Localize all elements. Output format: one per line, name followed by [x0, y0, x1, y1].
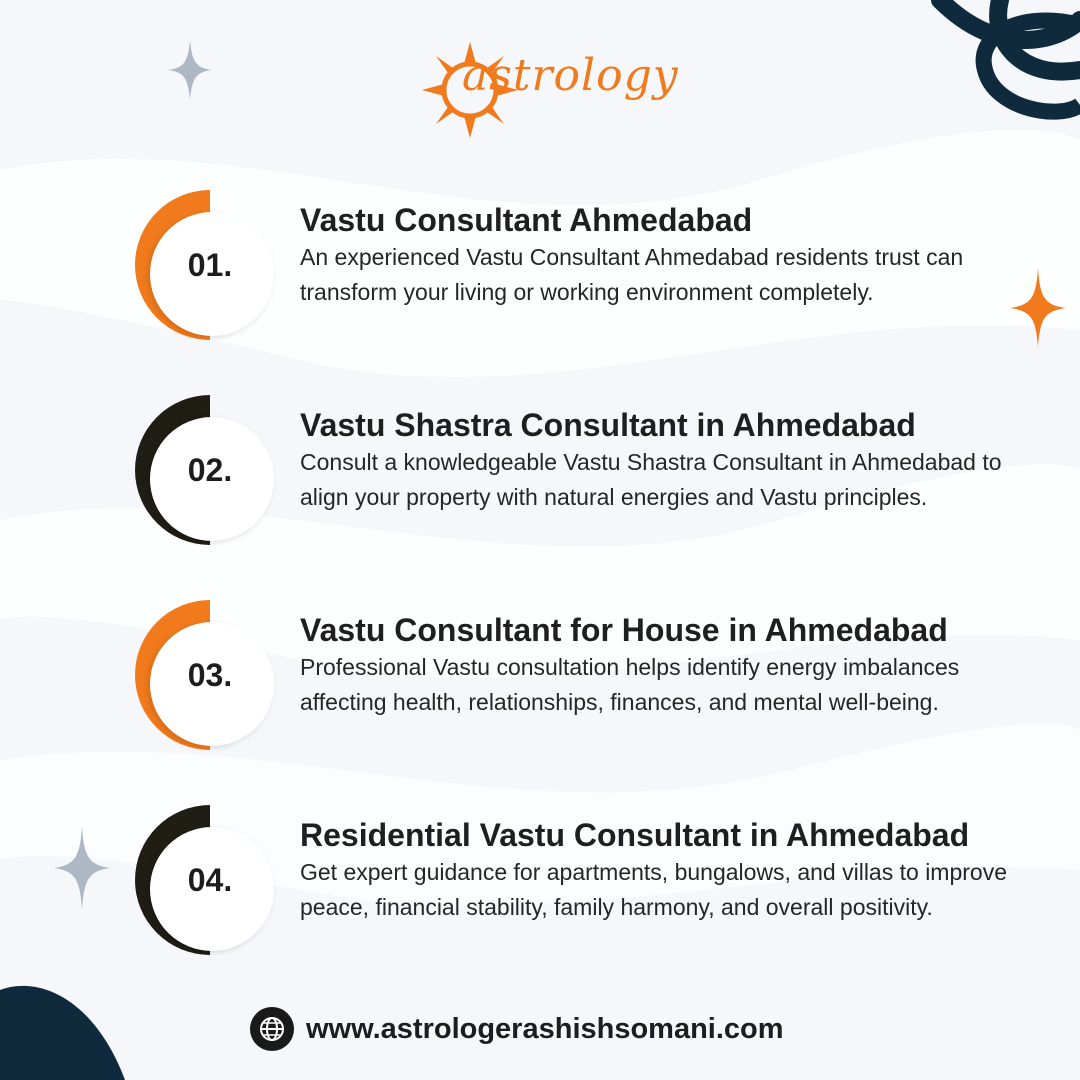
item-number: 01.: [187, 246, 233, 283]
item-number: 03.: [187, 656, 233, 693]
list-item: [0, 805, 1080, 965]
item-number: 02.: [187, 451, 233, 488]
item-description: Get expert guidance for apartments, bungalows, and villas to improve peace, financial stability, family harmony, and overall positivity.: [300, 859, 1007, 920]
website-link[interactable]: [250, 1006, 784, 1052]
item-title: Vastu Consultant Ahmedabad: [300, 202, 753, 238]
sparkle-icon: [168, 40, 212, 100]
item-title: Residential Vastu Consultant in Ahmedabad: [300, 817, 970, 853]
item-title: Vastu Consultant for House in Ahmedabad: [300, 612, 948, 648]
item-description: An experienced Vastu Consultant Ahmedabad residents trust can transform your living or working environment completely.: [300, 244, 964, 305]
list-item: [0, 395, 1080, 555]
logo-text: astrology: [462, 50, 679, 101]
brand-logo: [420, 40, 679, 140]
item-description: Professional Vastu consultation helps identify energy imbalances affecting health, relationships, finances, and mental well-being.: [300, 654, 960, 715]
globe-icon: [250, 1007, 294, 1051]
website-url[interactable]: www.astrologerashishsomani.com: [306, 1012, 784, 1045]
item-title: Vastu Shastra Consultant in Ahmedabad: [300, 407, 916, 443]
item-number: 04.: [187, 861, 233, 898]
list-item: [0, 190, 1080, 350]
item-description: Consult a knowledgeable Vastu Shastra Consultant in Ahmedabad to align your property with natural energies and Vastu principles.: [300, 449, 1002, 510]
list-item: [0, 600, 1080, 760]
